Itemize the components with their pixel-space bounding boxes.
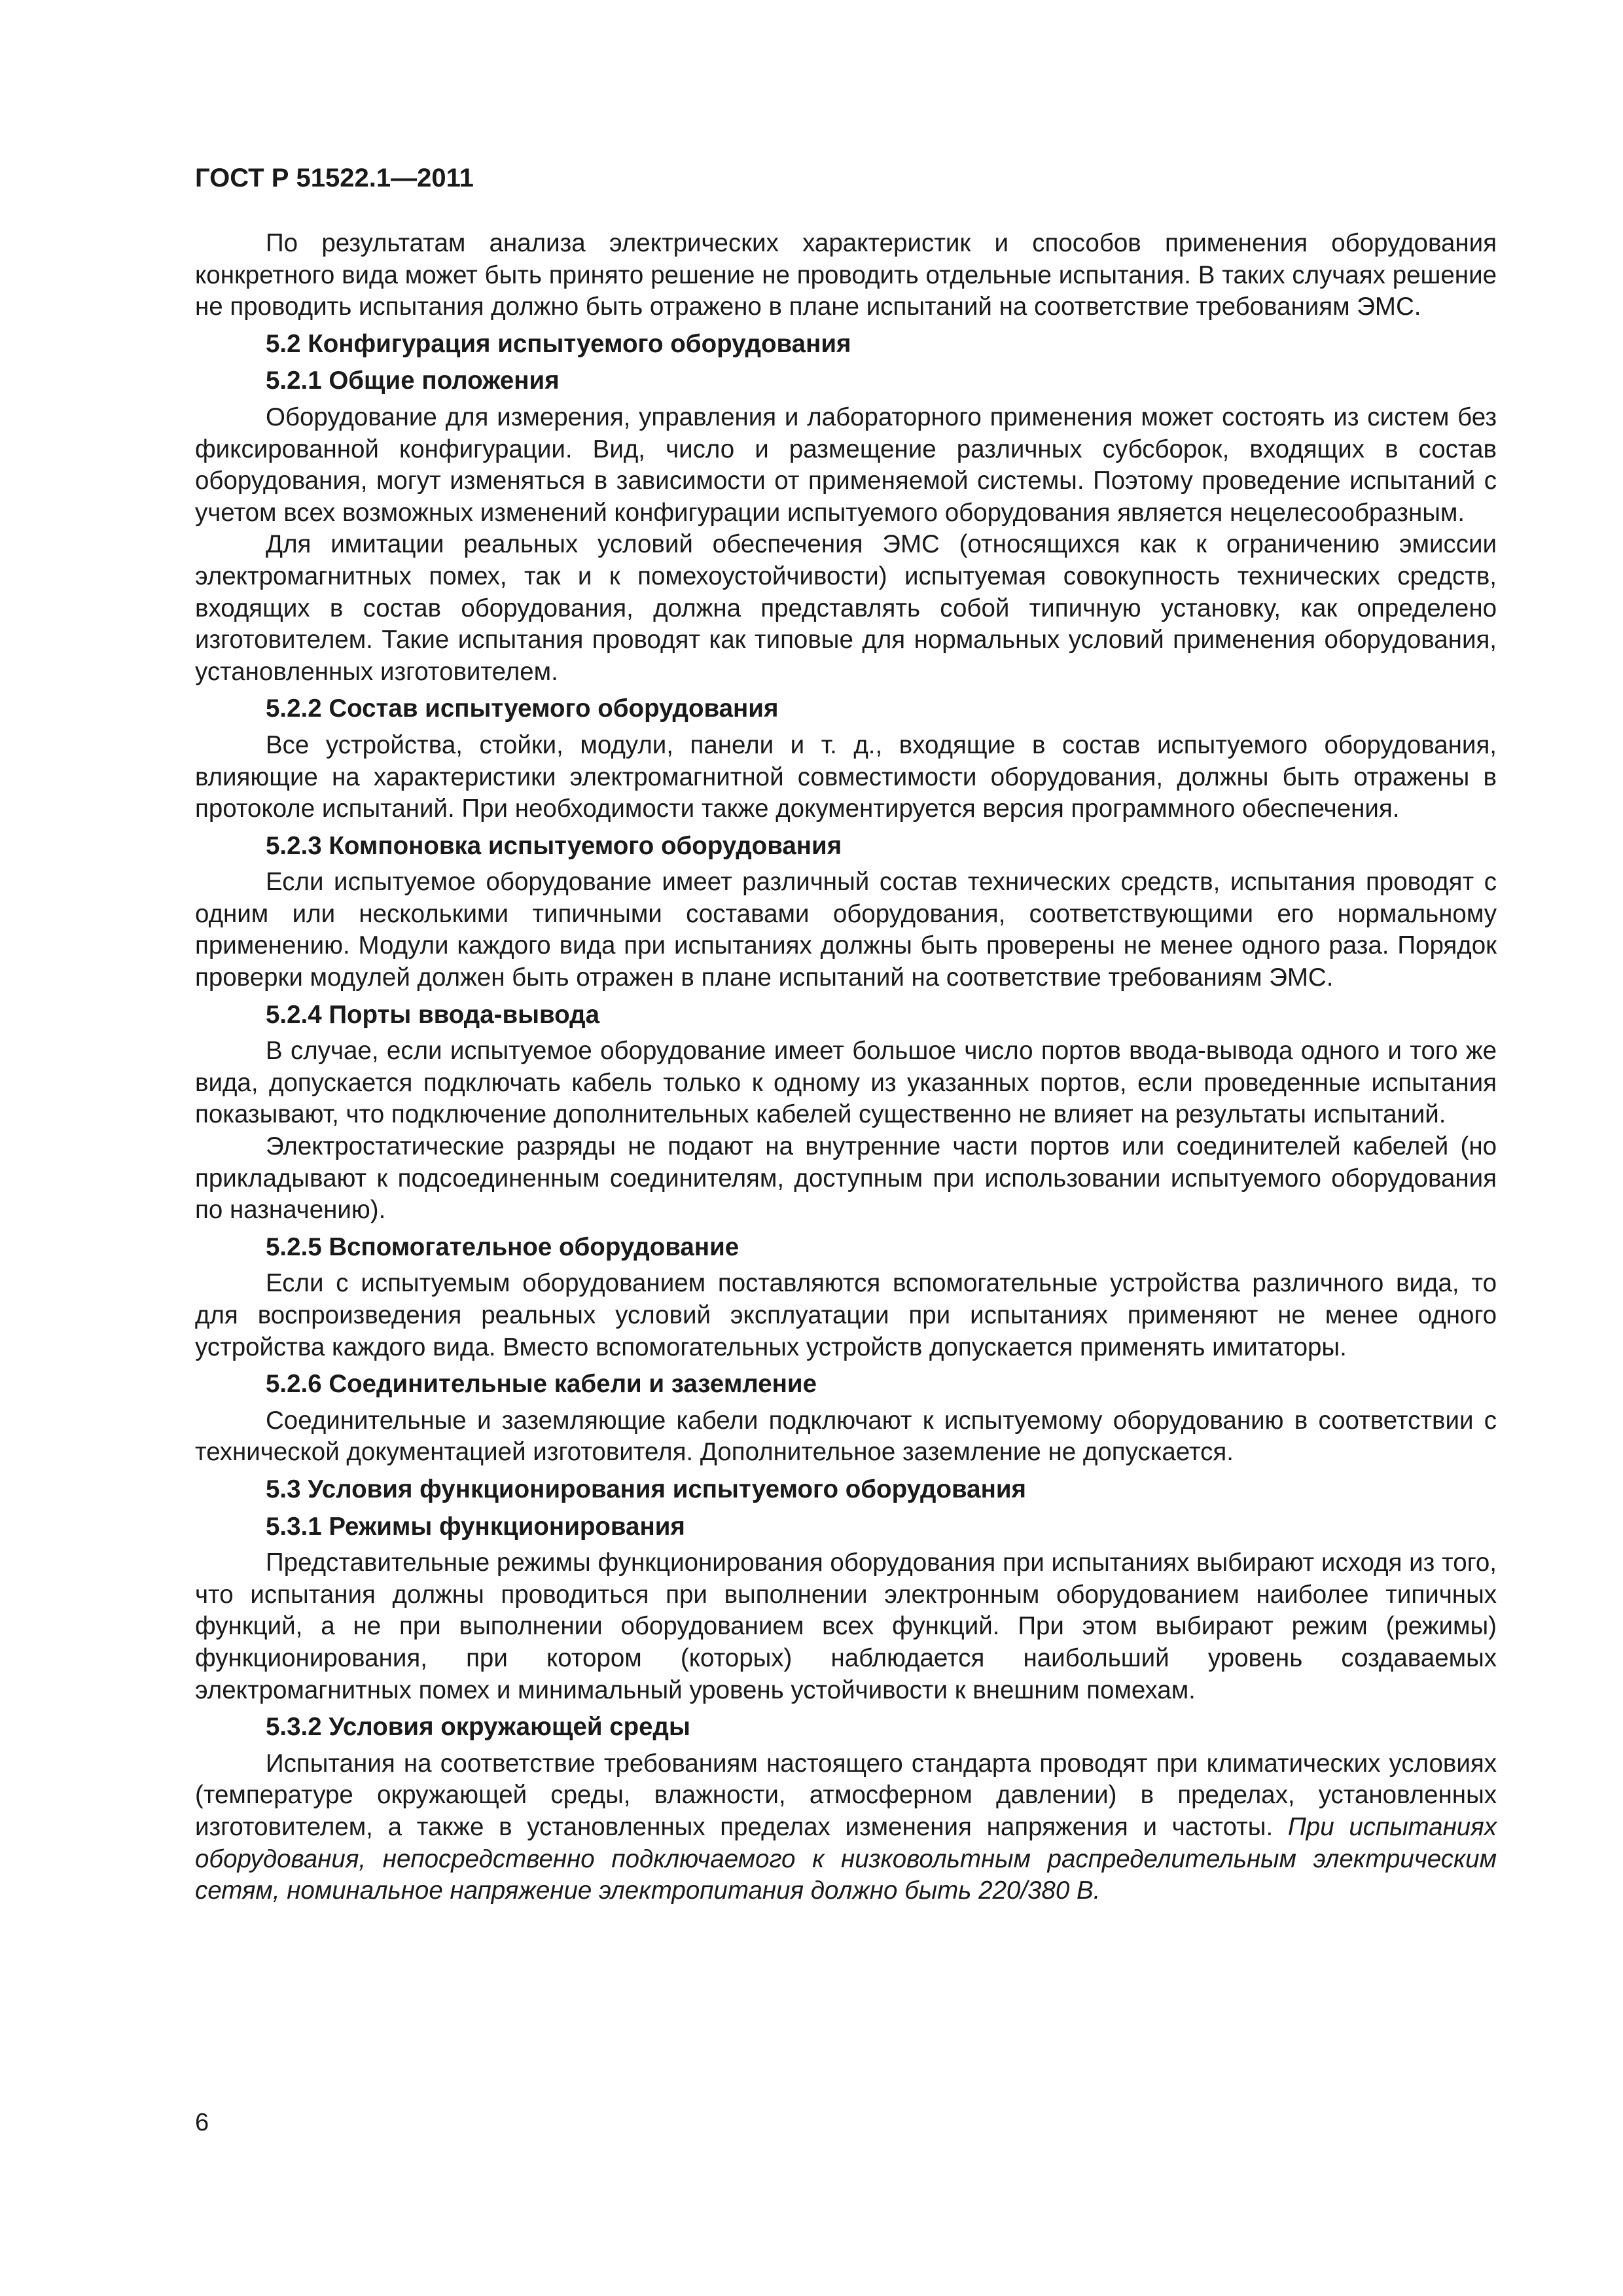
heading-5-2-1: 5.2.1 Общие положения (266, 367, 560, 395)
paragraph-5-3-2-italic-text: При испытаниях оборудования, непосредственно подключаемого к низковольтным распределительным электрическим сетям, номинальное напряжение электропитания должно быть 220/380 В. (195, 1812, 1497, 1905)
paragraph-5-2-3: Если испытуемое оборудование имеет различный состав технических средств, испытания проводят с одним или несколькими типичными составами оборудования, соответствующими его нормальному применению. Модули каждого вида при испытаниях должны быть проверены не менее одного раза. Порядок проверки модулей должен быть отражен в плане испытаний на соответствие требованиям ЭМС. (195, 868, 1497, 992)
paragraph-5-2-1-a: Оборудование для измерения, управления и лабораторного применения может состоять из систем без фиксированной конфигурации. Вид, число и размещение различных субсборок, входящих в состав оборудования, могут изменяться в зависимости от применяемой системы. Поэтому проведение испытаний с учетом всех возможных изменений конфигурации испытуемого оборудования является нецелесообразным. (195, 403, 1497, 527)
heading-5-3-1: 5.3.1 Режимы функционирования (266, 1512, 685, 1541)
paragraph-5-2-5: Если с испытуемым оборудованием поставляются вспомогательные устройства различного вида, то для воспроизведения реальных условий эксплуатации при испытаниях применяют не менее одного устройства каждого вида. Вместо вспомогательных устройств допускается применять имитаторы. (195, 1269, 1497, 1361)
document-header: ГОСТ Р 51522.1—2011 (195, 164, 474, 192)
heading-5-2-6: 5.2.6 Соединительные кабели и заземление (266, 1370, 817, 1399)
paragraph-5-2-4-b: Электростатические разряды не подают на внутренние части портов или соединителей кабелей (но прикладывают к подсоединенным соединителям, доступным при использовании испытуемого оборудования по назначению). (195, 1132, 1497, 1225)
heading-5-3-2: 5.3.2 Условия окружающей среды (266, 1713, 690, 1742)
heading-5-2-4: 5.2.4 Порты ввода-вывода (266, 1000, 600, 1029)
paragraph-5-2-6: Соединительные и заземляющие кабели подключают к испытуемому оборудованию в соответствии с технической документацией изготовителя. Дополнительное заземление не допускается. (195, 1406, 1497, 1467)
heading-5-3: 5.3 Условия функционирования испытуемого оборудования (266, 1475, 1026, 1503)
heading-5-2-3: 5.2.3 Компоновка испытуемого оборудования (266, 831, 842, 860)
heading-5-2-5: 5.2.5 Вспомогательное оборудование (266, 1232, 740, 1261)
paragraph-5-2-4-a: В случае, если испытуемое оборудование имеет большое число портов ввода-вывода одного и того же вида, допускается подключать кабель только к одному из указанных портов, если проведенные испытания показывают, что подключение дополнительных кабелей существенно не влияет на результаты испытаний. (195, 1037, 1497, 1129)
document-body (195, 228, 1497, 1907)
heading-5-2-2: 5.2.2 Состав испытуемого оборудования (266, 694, 779, 723)
paragraph-intro: По результатам анализа электрических характеристик и способов применения оборудования конкретного вида может быть принято решение не проводить отдельные испытания. В таких случаях решение не проводить испытания должно быть отражено в плане испытаний на соответствие требованиям ЭМС. (195, 229, 1497, 321)
paragraph-5-3-2-regular-text: Испытания на соответствие требованиям настоящего стандарта проводят при климатических условиях (температуре окружающей среды, влажности, атмосферном давлении) в пределах, установленных изготовителем, а также в установленных пределах изменения напряжения и частоты. (195, 1749, 1497, 1841)
paragraph-5-2-2: Все устройства, стойки, модули, панели и т. д., входящие в состав испытуемого оборудования, влияющие на характеристики электромагнитной совместимости оборудования, должны быть отражены в протоколе испытаний. При необходимости также документируется версия программного обеспечения. (195, 730, 1497, 823)
paragraph-5-3-1: Представительные режимы функционирования оборудования при испытаниях выбирают исходя из того, что испытания должны проводиться при выполнении электронным оборудованием наиболее типичных функций, а не при выполнении оборудованием всех функций. При этом выбирают режим (режимы) функционирования, при котором (которых) наблюдается наибольший уровень создаваемых электромагнитных помех и минимальный уровень устойчивости к внешним помехам. (195, 1549, 1497, 1704)
page-number: 6 (195, 2109, 209, 2136)
paragraph-5-3-2 (195, 1748, 1497, 1907)
heading-5-2: 5.2 Конфигурация испытуемого оборудования (266, 329, 851, 358)
paragraph-5-2-1-b: Для имитации реальных условий обеспечения ЭМС (относящихся как к ограничению эмиссии электромагнитных помех, так и к помехоустойчивости) испытуемая совокупность технических средств, входящих в состав оборудования, должна представлять собой типичную установку, как определено изготовителем. Такие испытания проводят как типовые для нормальных условий применения оборудования, установленных изготовителем. (195, 530, 1497, 686)
